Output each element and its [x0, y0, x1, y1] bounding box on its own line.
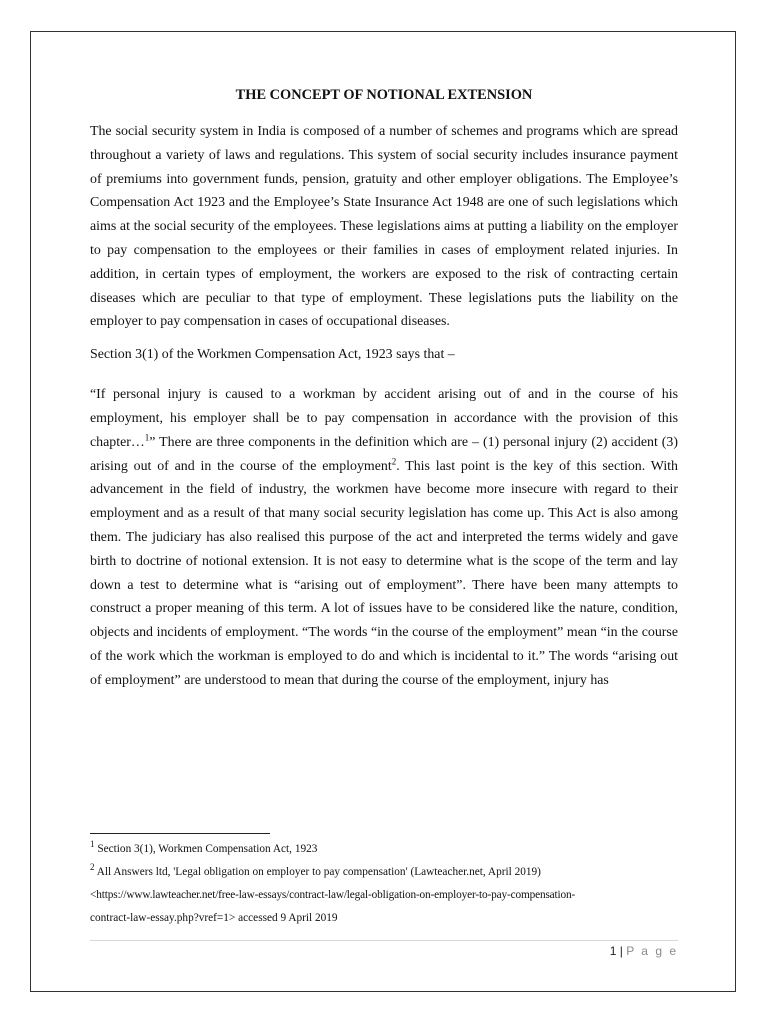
footnote-1 [90, 838, 678, 861]
page-separator: | [619, 944, 623, 958]
footer-separator [90, 940, 678, 941]
footnote-2-marker: 2 [90, 862, 95, 873]
section-reference: Section 3(1) of the Workmen Compensation Act, 1923 says that – [90, 347, 455, 363]
footnote-2-text: All Answers ltd, 'Legal obligation on employer to pay compensation' (Lawteacher.net, April 2019) [96, 866, 541, 878]
intro-paragraph: The social security system in India is composed of a number of schemes and programs which are spread throughout a variety of laws and regulations. This system of social security includes insurance payment of premiums into government funds, pension, gratuity and other employer obligations. The Employee’s Compensation Act 1923 and the Employee’s State Insurance Act 1948 are one of such legislations which aims at the social security of the employees. These legislations aims at putting a liability on the employer to pay compensation to the employees or their families in cases of employment related injuries. In addition, in certain types of employment, the workers are exposed to the risk of contracting certain diseases which are peculiar to that type of employment. These legislations puts the liability on the employer to pay compensation in cases of occupational diseases. [90, 124, 678, 330]
footnote-2-url-cont: contract-law-essay.php?vref=1> accessed 9 April 2019 [90, 912, 338, 924]
footnote-2 [90, 861, 678, 884]
footnote-2-url[interactable]: <https://www.lawteacher.net/free-law-essays/contract-law/legal-obligation-on-employer-to-pay-compensation- [90, 889, 576, 901]
footnote-ref-1[interactable]: 1 [144, 432, 150, 443]
document-body [90, 84, 678, 702]
quote-text-part3: . This last point is the key of this section. With advancement in the field of industry, the workmen have become more insecure with regard to their employment and as a result of that many social security legislation has come up. This Act is also among them. The judiciary has also realised this purpose of the act and interpreted the terms widely and gave birth to doctrine of notional extension. It is not easy to determine what is the scope of the term and lay down a test to determine what is “arising out of employment”. There have been many attempts to construct a proper meaning of this term. A lot of issues have to be considered like the nature, condition, objects and incidents of employment. “The words “in the course of the employment” mean “in the course of the work which the workman is employed to do and which is incidental to it.” The words “arising out of employment” are understood to mean that during the course of the employment, injury has [90, 458, 678, 688]
page-number: 1 [609, 944, 617, 958]
quote-text-part1: “If personal injury is caused to a workman by accident arising out of and in the course of his employment, his employer shall be to pay compensation in accordance with the provision of this chapter… [90, 387, 678, 450]
footnote-1-text: Section 3(1), Workmen Compensation Act, 1923 [97, 843, 318, 855]
footnote-ref-2[interactable]: 2 [391, 455, 397, 466]
quote-text-part2: ” There are three components in the definition which are – (1) personal injury (2) accident (3) arising out of and in the course of the employment [90, 434, 678, 474]
footnotes [90, 838, 678, 930]
footnote-separator [90, 833, 270, 834]
quote-paragraph [90, 383, 678, 692]
page-label: P a g e [626, 944, 678, 958]
page-number-footer [610, 944, 678, 958]
footnote-1-marker: 1 [90, 839, 95, 850]
document-title: THE CONCEPT OF NOTIONAL EXTENSION [235, 87, 533, 103]
